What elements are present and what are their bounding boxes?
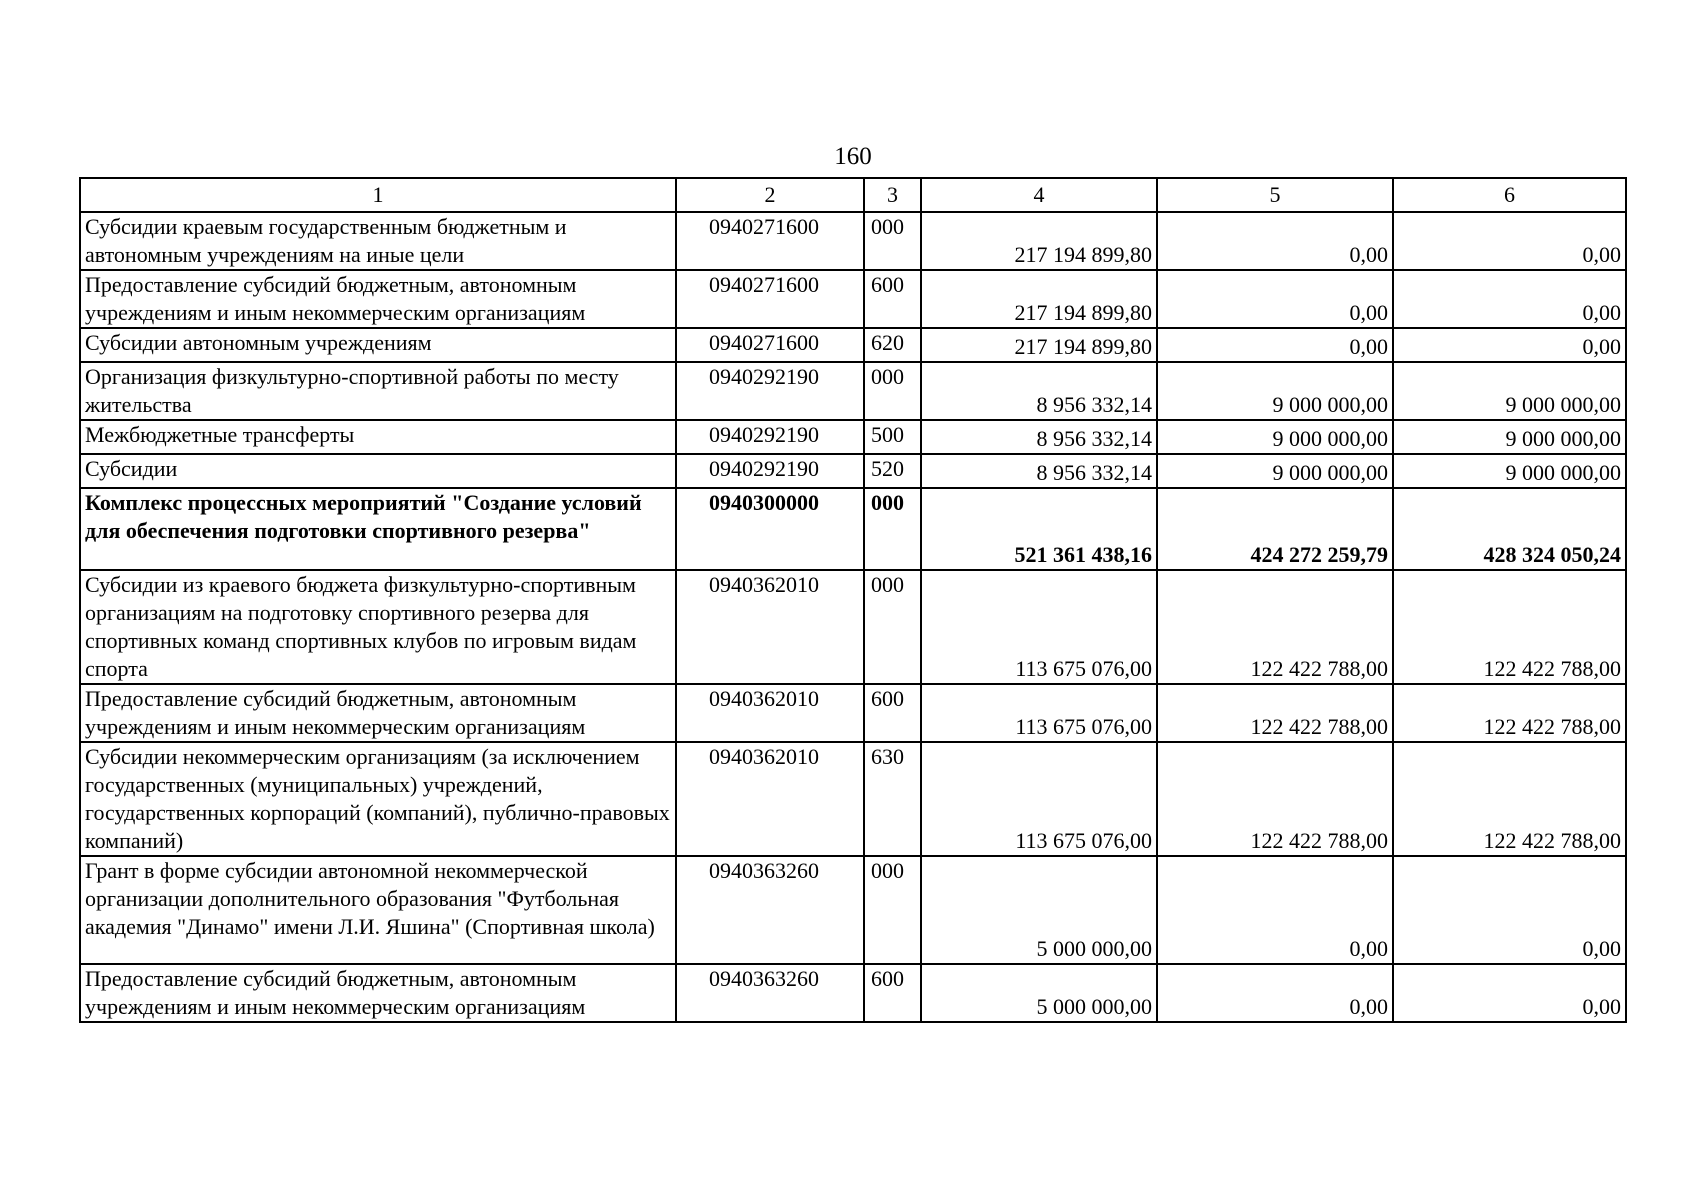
budget-table xyxy=(79,177,1627,1023)
row-amount-3-cell: 122 422 788,00 xyxy=(1393,742,1626,856)
page-number: 160 xyxy=(834,143,872,170)
row-amount-1-cell: 5 000 000,00 xyxy=(921,856,1157,964)
header-cell: 1 xyxy=(80,178,676,212)
table-row xyxy=(80,420,1626,454)
row-code-cell: 0940362010 xyxy=(676,570,864,684)
row-amount-3-cell: 9 000 000,00 xyxy=(1393,362,1626,420)
row-name-cell: Организация физкультурно-спортивной работы по месту жительства xyxy=(80,362,676,420)
row-amount-3-cell: 0,00 xyxy=(1393,964,1626,1022)
row-amount-2-cell: 0,00 xyxy=(1157,964,1393,1022)
row-expense-type-cell: 000 xyxy=(864,212,921,270)
row-name-cell: Предоставление субсидий бюджетным, автономным учреждениям и иным некоммерческим организациям xyxy=(80,684,676,742)
row-amount-2-cell: 0,00 xyxy=(1157,212,1393,270)
table-row xyxy=(80,570,1626,684)
row-amount-3-cell: 122 422 788,00 xyxy=(1393,684,1626,742)
row-code-cell: 0940292190 xyxy=(676,454,864,488)
row-expense-type-cell: 620 xyxy=(864,328,921,362)
row-amount-1-cell: 113 675 076,00 xyxy=(921,684,1157,742)
row-amount-1-cell: 5 000 000,00 xyxy=(921,964,1157,1022)
row-amount-3-cell: 0,00 xyxy=(1393,328,1626,362)
row-amount-1-cell: 217 194 899,80 xyxy=(921,212,1157,270)
row-code-cell: 0940292190 xyxy=(676,362,864,420)
row-amount-2-cell: 0,00 xyxy=(1157,856,1393,964)
table-row xyxy=(80,684,1626,742)
row-amount-2-cell: 9 000 000,00 xyxy=(1157,454,1393,488)
table-row xyxy=(80,488,1626,570)
row-amount-1-cell: 217 194 899,80 xyxy=(921,328,1157,362)
row-amount-3-cell: 0,00 xyxy=(1393,856,1626,964)
header-row xyxy=(80,178,1626,212)
row-expense-type-cell: 520 xyxy=(864,454,921,488)
row-amount-2-cell: 9 000 000,00 xyxy=(1157,420,1393,454)
row-amount-2-cell: 122 422 788,00 xyxy=(1157,684,1393,742)
row-name-cell: Субсидии некоммерческим организациям (за исключением государственных (муниципальных) учреждений, государственных корпораций (компаний), публично-правовых компаний) xyxy=(80,742,676,856)
header-cell: 4 xyxy=(921,178,1157,212)
table-row xyxy=(80,742,1626,856)
row-amount-3-cell: 0,00 xyxy=(1393,212,1626,270)
header-cell: 2 xyxy=(676,178,864,212)
row-amount-3-cell: 0,00 xyxy=(1393,270,1626,328)
header-cell: 6 xyxy=(1393,178,1626,212)
row-name-cell: Субсидии автономным учреждениям xyxy=(80,328,676,362)
row-amount-1-cell: 217 194 899,80 xyxy=(921,270,1157,328)
row-code-cell: 0940363260 xyxy=(676,856,864,964)
row-code-cell: 0940363260 xyxy=(676,964,864,1022)
row-amount-2-cell: 0,00 xyxy=(1157,270,1393,328)
row-amount-1-cell: 521 361 438,16 xyxy=(921,488,1157,570)
row-name-cell: Грант в форме субсидии автономной некоммерческой организации дополнительного образования "Футбольная академия "Динамо" имени Л.И. Яшина" (Спортивная школа) xyxy=(80,856,676,964)
row-amount-1-cell: 8 956 332,14 xyxy=(921,454,1157,488)
row-name-cell: Комплекс процессных мероприятий "Создание условий для обеспечения подготовки спортивного резерва" xyxy=(80,488,676,570)
row-name-cell: Предоставление субсидий бюджетным, автономным учреждениям и иным некоммерческим организациям xyxy=(80,270,676,328)
row-code-cell: 0940362010 xyxy=(676,684,864,742)
table-row xyxy=(80,964,1626,1022)
row-amount-3-cell: 9 000 000,00 xyxy=(1393,454,1626,488)
row-amount-2-cell: 9 000 000,00 xyxy=(1157,362,1393,420)
table-row xyxy=(80,270,1626,328)
row-name-cell: Субсидии xyxy=(80,454,676,488)
row-name-cell: Субсидии краевым государственным бюджетным и автономным учреждениям на иные цели xyxy=(80,212,676,270)
row-expense-type-cell: 000 xyxy=(864,362,921,420)
row-expense-type-cell: 600 xyxy=(864,270,921,328)
row-code-cell: 0940271600 xyxy=(676,328,864,362)
row-amount-1-cell: 8 956 332,14 xyxy=(921,420,1157,454)
row-expense-type-cell: 000 xyxy=(864,856,921,964)
row-amount-2-cell: 424 272 259,79 xyxy=(1157,488,1393,570)
row-amount-1-cell: 113 675 076,00 xyxy=(921,742,1157,856)
row-expense-type-cell: 500 xyxy=(864,420,921,454)
row-expense-type-cell: 600 xyxy=(864,684,921,742)
table-row xyxy=(80,454,1626,488)
row-expense-type-cell: 000 xyxy=(864,570,921,684)
table-row xyxy=(80,856,1626,964)
row-code-cell: 0940362010 xyxy=(676,742,864,856)
row-expense-type-cell: 000 xyxy=(864,488,921,570)
row-amount-2-cell: 122 422 788,00 xyxy=(1157,570,1393,684)
table-row xyxy=(80,328,1626,362)
row-name-cell: Предоставление субсидий бюджетным, автономным учреждениям и иным некоммерческим организациям xyxy=(80,964,676,1022)
row-amount-3-cell: 9 000 000,00 xyxy=(1393,420,1626,454)
row-name-cell: Субсидии из краевого бюджета физкультурно-спортивным организациям на подготовку спортивного резерва для спортивных команд спортивных клубов по игровым видам спорта xyxy=(80,570,676,684)
row-code-cell: 0940271600 xyxy=(676,212,864,270)
row-code-cell: 0940300000 xyxy=(676,488,864,570)
row-code-cell: 0940292190 xyxy=(676,420,864,454)
row-amount-3-cell: 428 324 050,24 xyxy=(1393,488,1626,570)
row-amount-2-cell: 122 422 788,00 xyxy=(1157,742,1393,856)
row-amount-1-cell: 8 956 332,14 xyxy=(921,362,1157,420)
row-amount-3-cell: 122 422 788,00 xyxy=(1393,570,1626,684)
row-expense-type-cell: 630 xyxy=(864,742,921,856)
header-cell: 3 xyxy=(864,178,921,212)
row-amount-2-cell: 0,00 xyxy=(1157,328,1393,362)
row-code-cell: 0940271600 xyxy=(676,270,864,328)
table-row xyxy=(80,362,1626,420)
table-row xyxy=(80,212,1626,270)
row-amount-1-cell: 113 675 076,00 xyxy=(921,570,1157,684)
header-cell: 5 xyxy=(1157,178,1393,212)
row-expense-type-cell: 600 xyxy=(864,964,921,1022)
row-name-cell: Межбюджетные трансферты xyxy=(80,420,676,454)
